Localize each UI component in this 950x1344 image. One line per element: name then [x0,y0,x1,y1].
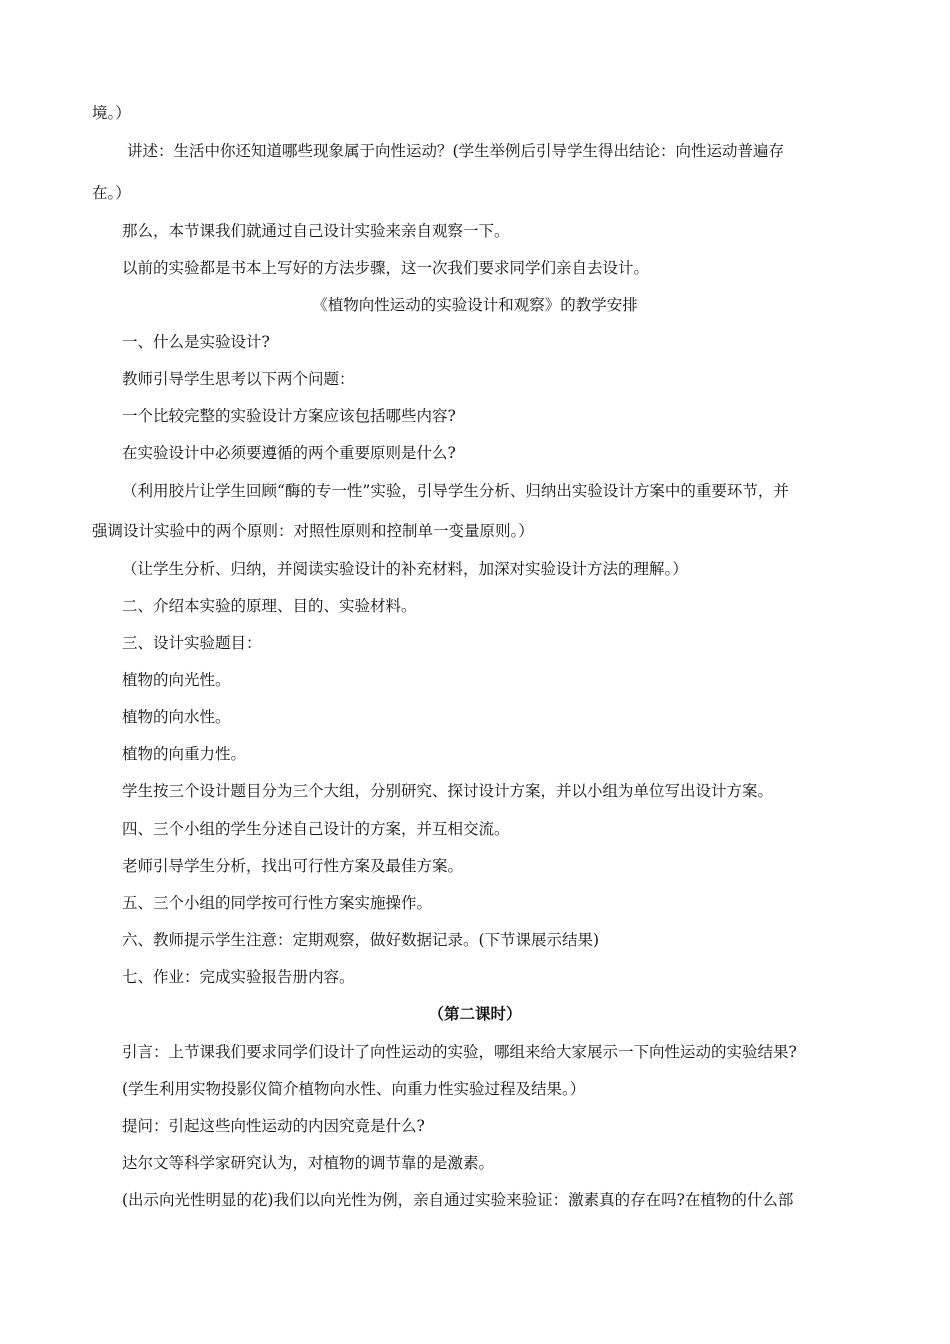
text-line: 提问：引起这些向性运动的内因究竟是什么? [122,1117,425,1135]
heading-item-2: 二、介绍本实验的原理、目的、实验材料。 [122,597,417,615]
text-line-continuation: 在。） [92,184,131,202]
text-line: 那么，本节课我们就通过自己设计实验来亲自观察一下。 [122,222,510,240]
text-line: 达尔文等科学家研究认为，对植物的调节靠的是激素。 [122,1154,495,1172]
heading-item-4: 四、三个小组的学生分述自己设计的方案，并互相交流。 [122,820,510,838]
text-line: 老师引导学生分析，找出可行性方案及最佳方案。 [122,857,464,875]
text-line: （利用胶片让学生回顾“酶的专一性”实验，引导学生分析、归纳出实验设计方案中的重要环节，并 [122,482,789,500]
text-line: 学生按三个设计题目分为三个大组，分别研究、探讨设计方案，并以小组为单位写出设计方案。 [122,782,774,800]
text-line-narration: 讲述：生活中你还知道哪些现象属于向性运动？(学生举例后引导学生得出结论：向性运动普遍存 [127,142,785,160]
text-line: 引言：上节课我们要求同学们设计了向性运动的实验，哪组来给大家展示一下向性运动的实验结果? [122,1043,797,1061]
question-item: 在实验设计中必须要遵循的两个重要原则是什么? [122,444,456,462]
heading-item-6: 六、教师提示学生注意：定期观察，做好数据记录。(下节课展示结果) [122,931,600,949]
text-line-continuation: 强调设计实验中的两个原则：对照性原则和控制单一变量原则。） [92,522,534,540]
text-line: 教师引导学生思考以下两个问题： [122,370,355,388]
text-line: (学生利用实物投影仪简介植物向水性、向重力性实验过程及结果。） [122,1080,586,1098]
text-line: 以前的实验都是书本上写好的方法步骤，这一次我们要求同学们亲自去设计。 [122,259,650,277]
topic-item: 植物的向水性。 [122,708,231,726]
heading-item-3: 三、设计实验题目： [122,634,262,652]
text-line-continuation: 境。） [92,104,131,122]
text-line: （让学生分析、归纳，并阅读实验设计的补充材料，加深对实验设计方法的理解。） [122,560,688,578]
heading-item-5: 五、三个小组的同学按可行性方案实施操作。 [122,894,433,912]
heading-item-1: 一、什么是实验设计? [122,333,270,351]
section-title: 《植物向性运动的实验设计和观察》的教学安排 [312,296,638,314]
question-item: 一个比较完整的实验设计方案应该包括哪些内容? [122,407,456,425]
text-line: (出示向光性明显的花)我们以向光性为例，亲自通过实验来验证：激素真的存在吗?在植物的什么部 [122,1191,794,1209]
heading-item-7: 七、作业：完成实验报告册内容。 [122,968,355,986]
topic-item: 植物的向重力性。 [122,745,247,763]
lesson-title: （第二课时） [428,1004,522,1023]
topic-item: 植物的向光性。 [122,671,231,689]
